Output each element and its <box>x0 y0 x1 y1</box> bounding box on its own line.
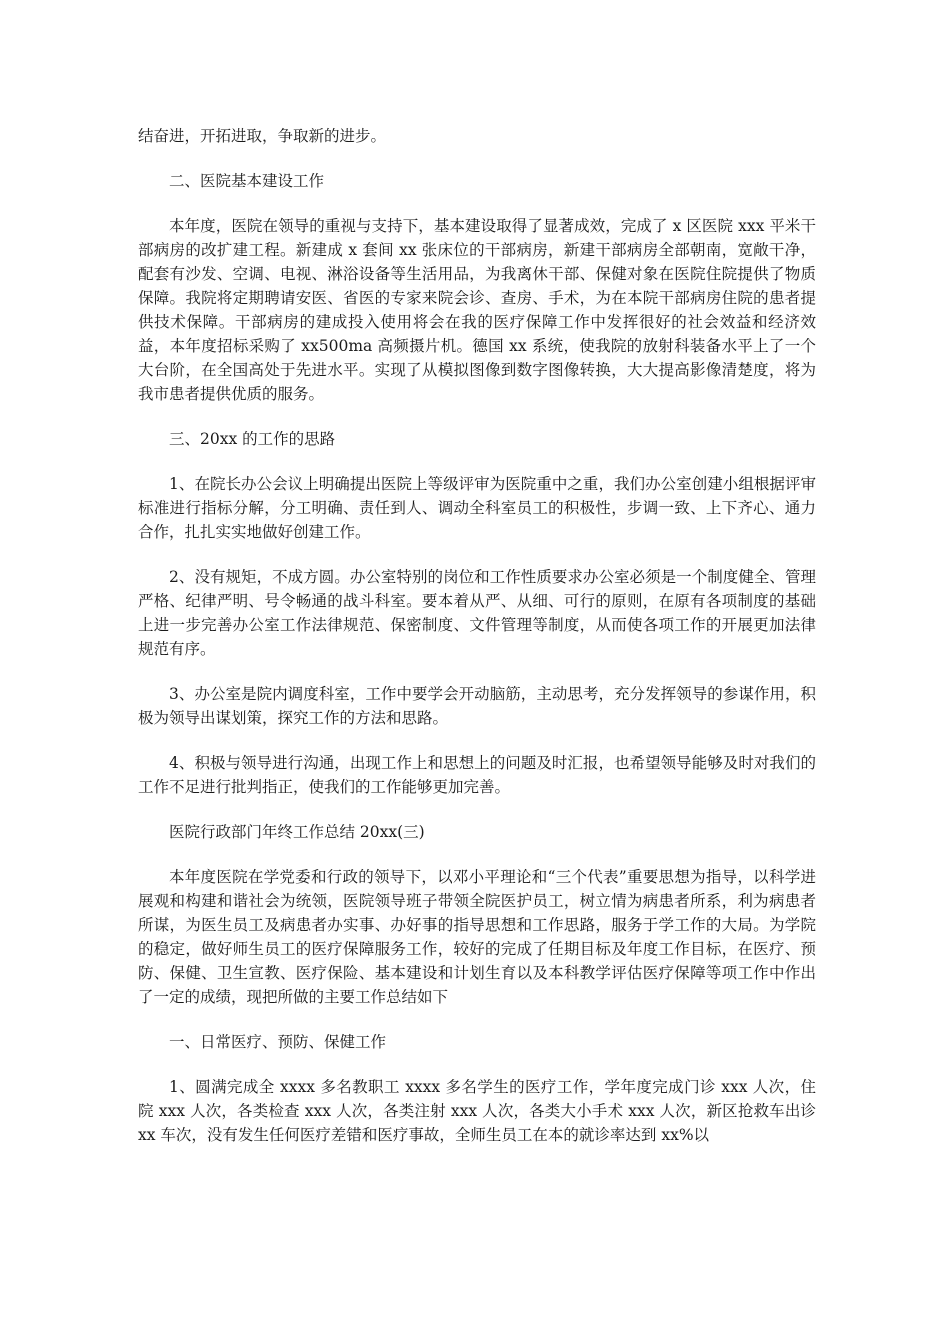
paragraph-idea-4: 4、积极与领导进行沟通，出现工作上和思想上的问题及时汇报，也希望领导能够及时对我们的工作不足进行批判指正，使我们的工作能够更加完善。 <box>138 754 816 796</box>
paragraph-continuation: 结奋进，开拓进取，争取新的进步。 <box>138 127 387 145</box>
section-heading-daily-medical: 一、日常医疗、预防、保健工作 <box>169 1033 387 1051</box>
section-heading-work-ideas: 三、20xx 的工作的思路 <box>169 430 336 448</box>
paragraph-idea-3: 3、办公室是院内调度科室，工作中要学会开动脑筋，主动思考，充分发挥领导的参谋作用，积极为领导出谋划策，探究工作的方法和思路。 <box>138 685 816 727</box>
document-page <box>138 124 816 1168</box>
paragraph-idea-1: 1、在院长办公会议上明确提出医院上等级评审为医院重中之重，我们办公室创建小组根据评审标准进行指标分解，分工明确、责任到人、调动全科室员工的积极性，步调一致、上下齐心、通力合作，扎扎实实地做好创建工作。 <box>138 475 816 541</box>
paragraph-daily-medical-1: 1、圆满完成全 xxxx 多名教职工 xxxx 多名学生的医疗工作，学年度完成门诊 xxx 人次，住院 xxx 人次，各类检查 xxx 人次，各类注射 xxx 人次，各类大小手术 xxx 人次，新区抢救车出诊 xx 车次，没有发生任何医疗差错和医疗事故，全师生员工在本的就诊率达到 xx%以 <box>138 1078 816 1144</box>
paragraph-idea-2: 2、没有规矩，不成方圆。办公室特别的岗位和工作性质要求办公室必须是一个制度健全、管理严格、纪律严明、号令畅通的战斗科室。要本着从严、从细、可行的原则，在原有各项制度的基础上进一步完善办公室工作法律规范、保密制度、文件管理等制度，从而使各项工作的开展更加法律规范有序。 <box>138 568 816 658</box>
document-subtitle: 医院行政部门年终工作总结 20xx(三) <box>169 823 425 841</box>
paragraph-basic-construction: 本年度，医院在领导的重视与支持下，基本建设取得了显著成效，完成了 x 区医院 xxx 平米干部病房的改扩建工程。新建成 x 套间 xx 张床位的干部病房，新建干部病房全部朝南，宽敞干净，配套有沙发、空调、电视、淋浴设备等生活用品，为我离休干部、保健对象在医院住院提供了物质保障。我院将定期聘请安医、省医的专家来院会诊、查房、手术，为在本院干部病房住院的患者提供技术保障。干部病房的建成投入使用将会在我的医疗保障工作中发挥很好的社会效益和经济效益，本年度招标采购了 xx500ma 高频摄片机。德国 xx 系统，使我院的放射科装备水平上了一个大台阶，在全国高处于先进水平。实现了从模拟图像到数字图像转换，大大提高影像清楚度，将为我市患者提供优质的服务。 <box>138 217 816 403</box>
paragraph-annual-summary: 本年度医院在学党委和行政的领导下，以邓小平理论和“三个代表”重要思想为指导，以科学进展观和构建和谐社会为统领，医院领导班子带领全院医护员工，树立情为病患者所系，利为病患者所谋，为医生员工及病患者办实事、办好事的指导思想和工作思路，服务于学工作的大局。为学院的稳定，做好师生员工的医疗保障服务工作，较好的完成了任期目标及年度工作目标，在医疗、预防、保健、卫生宣教、医疗保险、基本建设和计划生育以及本科教学评估医疗保障等项工作中作出了一定的成绩，现把所做的主要工作总结如下 <box>138 868 816 1006</box>
section-heading-basic-construction: 二、医院基本建设工作 <box>169 172 325 190</box>
